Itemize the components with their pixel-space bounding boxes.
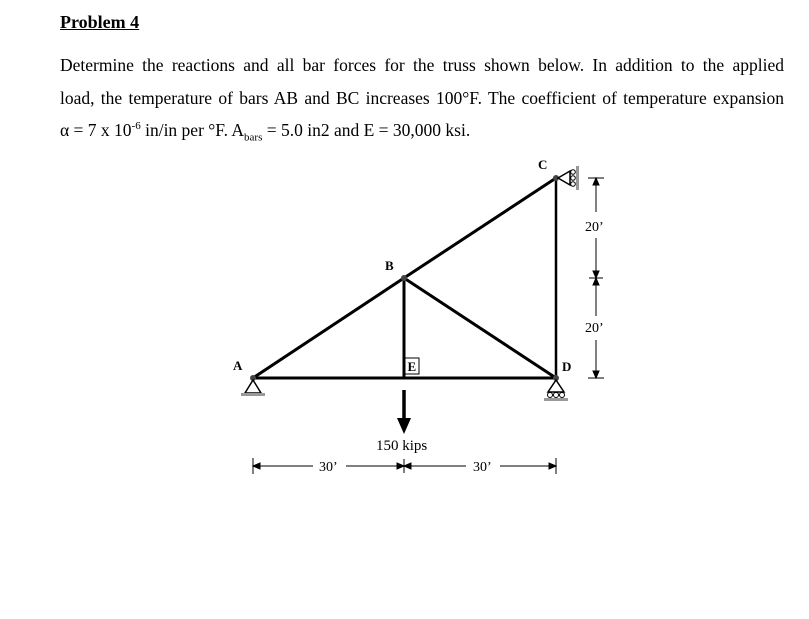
label-joint-c: C — [538, 157, 548, 172]
vertical-dimension — [588, 178, 604, 378]
label-joint-e: E — [407, 359, 417, 374]
label-joint-b: B — [385, 258, 394, 273]
load-arrow — [397, 390, 411, 434]
member-ab — [253, 278, 404, 378]
label-joint-a: A — [233, 358, 243, 373]
member-bc — [404, 178, 556, 278]
member-bd — [404, 278, 556, 378]
alpha-text: α = 7 x 10 — [60, 120, 132, 140]
units-text: in/in per °F. A — [140, 120, 245, 140]
dim-left: 30’ — [319, 460, 338, 475]
horizontal-dimension — [253, 458, 556, 474]
area-subscript: bars — [244, 131, 263, 144]
dim-top: 20’ — [585, 220, 604, 235]
load-label: 150 kips — [376, 438, 428, 454]
dim-right: 30’ — [473, 460, 492, 475]
pin-support-a — [241, 380, 265, 396]
label-joint-d: D — [562, 359, 572, 374]
dim-bottom: 20’ — [585, 321, 604, 336]
problem-text-line-2: load, the temperature of bars AB and BC increases 100°F. The coefficient of temperature expansion — [60, 88, 784, 108]
roller-support-d — [544, 380, 568, 401]
roller-support-c — [558, 166, 579, 190]
area-modulus-text: = 5.0 in2 and E = 30,000 ksi. — [262, 120, 471, 140]
problem-text-line-1: Determine the reactions and all bar forces for the truss shown below. In addition to the applied — [60, 55, 784, 75]
alpha-exponent: -6 — [131, 120, 141, 133]
problem-title: Problem 4 — [60, 12, 140, 32]
joint-b-dot — [401, 275, 407, 281]
